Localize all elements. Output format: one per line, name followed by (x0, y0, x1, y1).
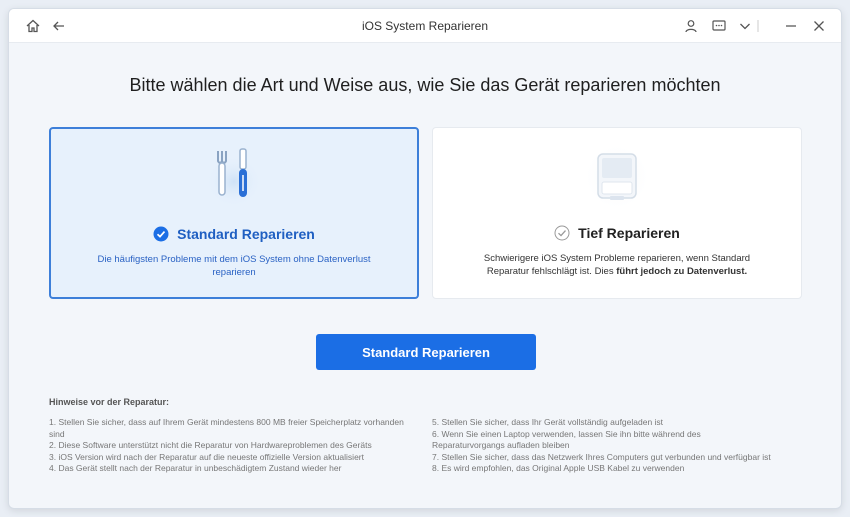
hints-title: Hinweise vor der Reparatur: (49, 397, 170, 407)
feedback-icon[interactable] (709, 16, 729, 36)
deep-repair-title-row (433, 225, 801, 241)
deep-repair-description-text: Schwierigere iOS System Probleme reparieren, wenn Standard Reparatur fehlschlägt ist. Dies (483, 253, 751, 277)
separator (753, 16, 763, 36)
page-heading: Bitte wählen die Art und Weise aus, wie Sie das Gerät reparieren möchten (129, 75, 721, 95)
hint-item: 3. iOS Version wird nach der Reparatur auf die neueste offizielle Version aktualisiert (49, 451, 364, 462)
close-icon[interactable] (809, 16, 829, 36)
chevron-down-icon[interactable] (735, 16, 755, 36)
hint-item: 7. Stellen Sie sicher, dass das Netzwerk Ihres Computers gut verbunden und verfügbar ist (432, 451, 771, 462)
hint-item: 8. Es wird empfohlen, das Original Apple USB Kabel zu verwenden (432, 463, 685, 473)
device-icon (433, 142, 801, 212)
deep-repair-description (473, 252, 761, 278)
hint-item: 5. Stellen Sie sicher, dass Ihr Gerät vollständig aufgeladen ist (432, 417, 664, 427)
hint-item: 6. Wenn Sie einen Laptop verwenden, lassen Sie ihn bitte während des Reparaturvorgangs aufladen bleiben (432, 428, 701, 450)
minimize-icon[interactable] (781, 16, 801, 36)
hint-item: 2. Diese Software unterstützt nicht die Reparatur von Hardwareproblemen des Geräts (49, 440, 372, 450)
title-bar (9, 9, 841, 43)
standard-repair-card[interactable] (49, 127, 419, 299)
hint-item: 4. Das Gerät stellt nach der Reparatur in unbeschädigtem Zustand wieder her (49, 463, 342, 473)
hints-list-right (432, 417, 772, 475)
window-title: iOS System Reparieren (361, 19, 489, 33)
deep-repair-card[interactable] (432, 127, 802, 299)
check-outline-icon (554, 225, 570, 241)
check-filled-icon (153, 226, 169, 242)
deep-repair-title: Tief Reparieren (578, 225, 680, 241)
standard-repair-description: Die häufigsten Probleme mit dem iOS System ohne Datenverlust reparieren (97, 254, 371, 278)
repair-tools-icon (51, 143, 417, 207)
standard-repair-title: Standard Reparieren (177, 226, 315, 242)
deep-repair-warning: führt jedoch zu Datenverlust. (616, 266, 748, 277)
hint-item: 1. Stellen Sie sicher, dass auf Ihrem Gerät mindestens 800 MB freier Speicherplatz vorhanden sind (49, 417, 404, 439)
app-window (8, 8, 842, 509)
user-icon[interactable] (681, 16, 701, 36)
start-standard-repair-button[interactable]: Standard Reparieren (316, 334, 536, 370)
standard-repair-title-row (51, 226, 417, 242)
hints-list-left (49, 417, 419, 475)
